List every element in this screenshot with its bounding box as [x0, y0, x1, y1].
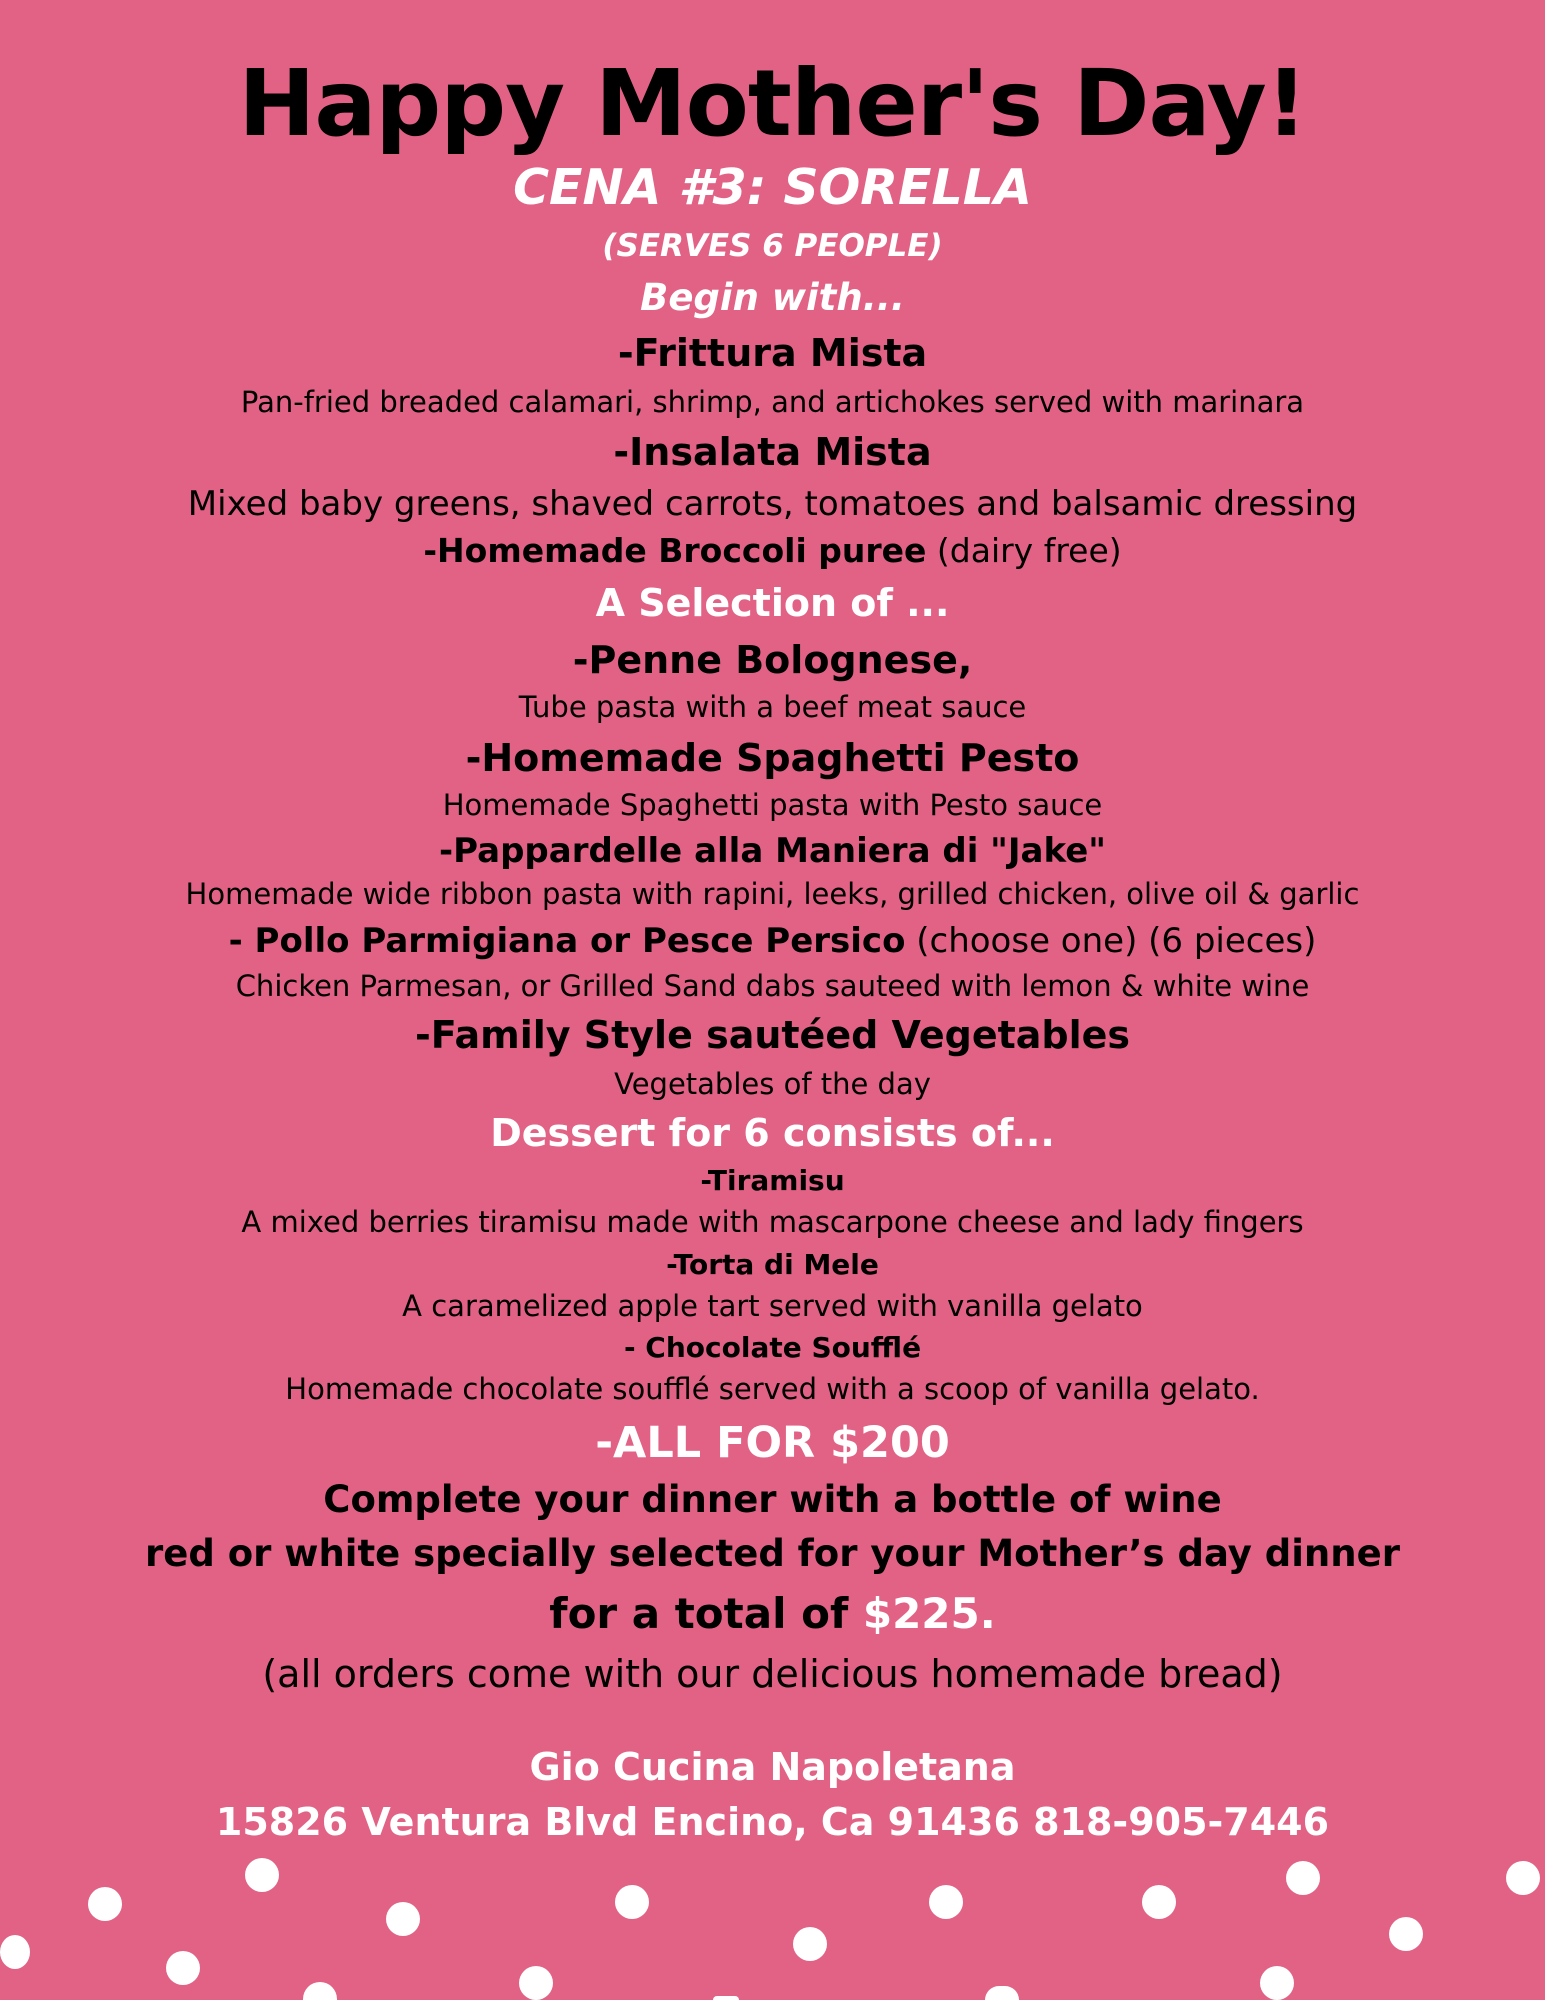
polka-dot-decoration: [1506, 1861, 1540, 1895]
total-price: $225.: [862, 1589, 996, 1638]
dish-name: -Insalata Mista: [613, 430, 932, 474]
dish-description: Pan-fried breaded calamari, shrimp, and artichokes served with marinara: [240, 385, 1305, 419]
dish-description: Mixed baby greens, shaved carrots, tomatoes and balsamic dressing: [187, 484, 1358, 524]
dish-note: (choose one) (6 pieces): [905, 921, 1317, 961]
dessert-name: -Tiramisu: [700, 1164, 845, 1197]
dish-description: Homemade wide ribbon pasta with rapini, leeks, grilled chicken, olive oil & garlic: [185, 877, 1360, 911]
polka-dot-decoration: [1260, 1966, 1294, 2000]
dish-line: [0, 531, 1545, 570]
bread-note: (all orders come with our delicious homemade bread): [262, 1652, 1283, 1696]
restaurant-name: Gio Cucina Napoletana: [529, 1745, 1016, 1789]
dish-description: Homemade Spaghetti pasta with Pesto sauce: [442, 788, 1103, 822]
section-heading: Dessert for 6 consists of...: [490, 1111, 1055, 1155]
page-title: Happy Mother's Day!: [238, 50, 1307, 157]
dessert-description: A caramelized apple tart served with vanilla gelato: [402, 1289, 1143, 1323]
polka-dot-decoration: [1389, 1917, 1423, 1951]
dish-description: Vegetables of the day: [614, 1067, 931, 1101]
wine-offer-line: red or white specially selected for your Mother’s day dinner: [145, 1532, 1400, 1575]
polka-dot-decoration: [245, 1858, 279, 1892]
dish-name: -Family Style sautéed Vegetables: [414, 1013, 1131, 1057]
polka-dot-decoration: [713, 1996, 739, 2000]
polka-dot-decoration: [386, 1902, 420, 1936]
polka-dot-decoration: [303, 1982, 337, 2000]
dish-line: [0, 921, 1545, 961]
polka-dot-decoration: [793, 1927, 827, 1961]
dish-name: - Pollo Parmigiana or Pesce Persico: [228, 921, 906, 961]
dessert-name: - Chocolate Soufflé: [623, 1331, 922, 1364]
polka-dot-decoration: [985, 1986, 1019, 2000]
polka-dot-decoration: [1286, 1861, 1320, 1895]
dish-name: -Homemade Spaghetti Pesto: [465, 736, 1080, 780]
wine-offer-line: Complete your dinner with a bottle of wine: [323, 1478, 1222, 1521]
polka-dot-decoration: [519, 1966, 553, 2000]
dessert-description: Homemade chocolate soufflé served with a scoop of vanilla gelato.: [285, 1372, 1260, 1406]
restaurant-address-phone: 15826 Ventura Blvd Encino, Ca 91436 818-905-7446: [215, 1800, 1330, 1844]
polka-dot-decoration: [615, 1885, 649, 1919]
dish-name: -Homemade Broccoli puree: [423, 531, 927, 570]
polka-dot-decoration: [1142, 1885, 1176, 1919]
polka-dot-decoration: [929, 1885, 963, 1919]
dessert-name: -Torta di Mele: [666, 1248, 879, 1281]
dish-name: -Frittura Mista: [617, 331, 928, 375]
total-price-line: [0, 1589, 1545, 1638]
dish-description: Chicken Parmesan, or Grilled Sand dabs sauteed with lemon & white wine: [235, 969, 1310, 1003]
serves-note: (SERVES 6 PEOPLE): [602, 228, 943, 264]
dish-description: Tube pasta with a beef meat sauce: [518, 690, 1027, 724]
total-prefix: for a total of: [549, 1589, 863, 1638]
dessert-description: A mixed berries tiramisu made with mascarpone cheese and lady fingers: [241, 1205, 1304, 1239]
polka-dot-decoration: [88, 1887, 122, 1921]
price-all-for: -ALL FOR $200: [595, 1418, 950, 1468]
section-heading: A Selection of ...: [595, 581, 950, 625]
menu-subtitle: CENA #3: SORELLA: [513, 159, 1032, 216]
polka-dot-decoration: [0, 1935, 30, 1969]
begin-heading: Begin with...: [640, 276, 905, 319]
dish-name: -Pappardelle alla Maniera di "Jake": [439, 831, 1106, 871]
polka-dot-decoration: [166, 1951, 200, 1985]
dish-name: -Penne Bolognese,: [572, 638, 973, 682]
dish-note: (dairy free): [926, 531, 1122, 570]
